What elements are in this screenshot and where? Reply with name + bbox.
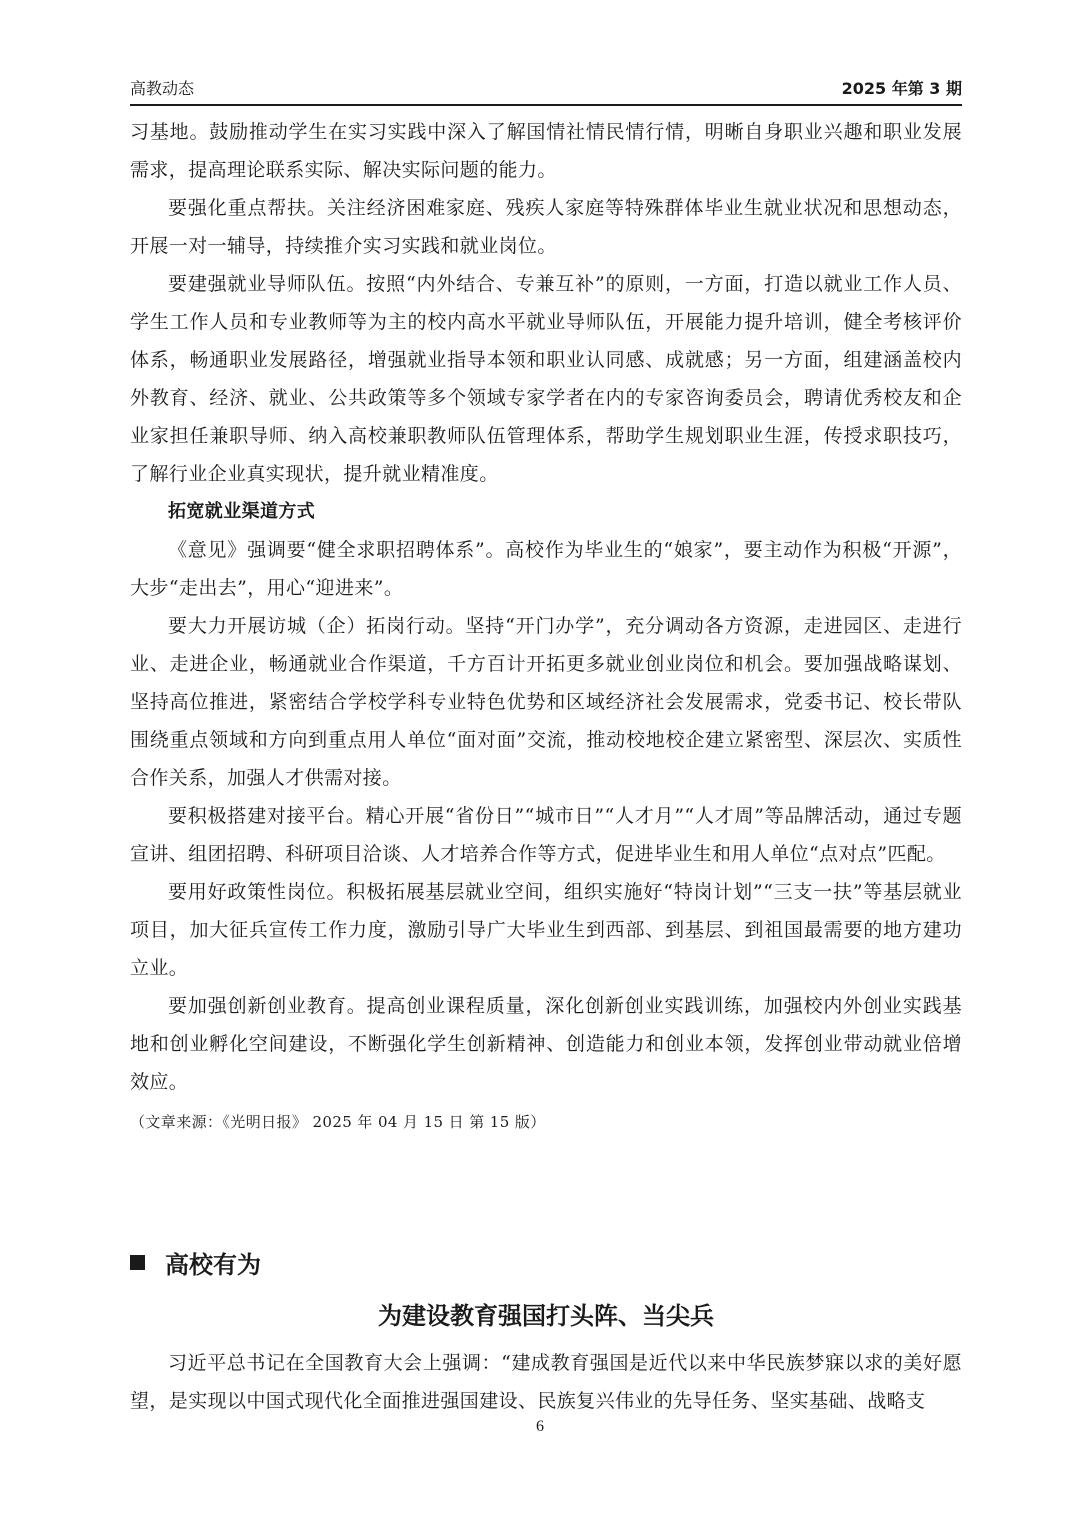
page-header [130, 78, 962, 106]
page-number: 6 [536, 1418, 544, 1435]
paragraph: 要建强就业导师队伍。按照“内外结合、专兼互补”的原则，一方面，打造以就业工作人员、学生工作人员和专业教师等为主的校内高水平就业导师队伍，开展能力提升培训，健全考核评价体系，畅通职业发展路径，增强就业指导本领和职业认同感、成就感；另一方面，组建涵盖校内外教育、经济、就业、公共政策等多个领域专家学者在内的专家咨询委员会，聘请优秀校友和企业家担任兼职导师、纳入高校兼职教师队伍管理体系，帮助学生规划职业生涯，传授求职技巧，了解行业企业真实现状，提升就业精准度。 [130, 273, 962, 485]
paragraph: 习近平总书记在全国教育大会上强调：“建成教育强国是近代以来中华民族梦寐以求的美好愿望，是实现以中国式现代化全面推进强国建设、民族复兴伟业的先导任务、坚实基础、战略支 [130, 1352, 962, 1412]
square-bullet-icon [130, 1255, 145, 1270]
paragraph: 要强化重点帮扶。关注经济困难家庭、残疾人家庭等特殊群体毕业生就业状况和思想动态，开展一对一辅导，持续推介实习实践和就业岗位。 [130, 197, 962, 257]
article-source: （文章来源：《光明日报》 2025 年 04 月 15 日 第 15 版） [130, 1113, 546, 1131]
article-body [130, 1344, 962, 1420]
paragraph: 要积极搭建对接平台。精心开展“省份日”“城市日”“人才月”“人才周”等品牌活动，通过专题宣讲、组团招聘、科研项目洽谈、人才培养合作等方式，促进毕业生和用人单位“点对点”匹配。 [130, 805, 962, 865]
issue-label: 2025 年第 3 期 [841, 79, 962, 98]
journal-name: 高教动态 [130, 79, 195, 98]
paragraph: 要用好政策性岗位。积极拓展基层就业空间，组织实施好“特岗计划”“三支一扶”等基层就业项目，加大征兵宣传工作力度，激励引导广大毕业生到西部、到基层、到祖国最需要的地方建功立业。 [130, 881, 962, 979]
paragraph: 要大力开展访城（企）拓岗行动。坚持“开门办学”，充分调动各方资源，走进园区、走进行业、走进企业，畅通就业合作渠道，千方百计开拓更多就业创业岗位和机会。要加强战略谋划、坚持高位推进，紧密结合学校学科专业特色优势和区域经济社会发展需求，党委书记、校长带队围绕重点领域和方向到重点用人单位“面对面”交流，推动校地校企建立紧密型、深层次、实质性合作关系，加强人才供需对接。 [130, 615, 962, 789]
section-heading [130, 1242, 261, 1282]
section-title-text: 高校有为 [165, 1250, 261, 1279]
paragraph: 《意见》强调要“健全求职招聘体系”。高校作为毕业生的“娘家”，要主动作为积极“开源”，大步“走出去”，用心“迎进来”。 [130, 539, 962, 599]
article-title: 为建设教育强国打头阵、当尖兵 [378, 1302, 714, 1330]
paragraph: 要加强创新创业教育。提高创业课程质量，深化创新创业实践训练，加强校内外创业实践基地和创业孵化空间建设，不断强化学生创新精神、创造能力和创业本领，发挥创业带动就业倍增效应。 [130, 995, 962, 1093]
subheading: 拓宽就业渠道方式 [168, 501, 316, 522]
article-continued-body [130, 113, 962, 1141]
paragraph: 习基地。鼓励推动学生在实习实践中深入了解国情社情民情行情，明晰自身职业兴趣和职业发展需求，提高理论联系实际、解决实际问题的能力。 [130, 121, 962, 181]
